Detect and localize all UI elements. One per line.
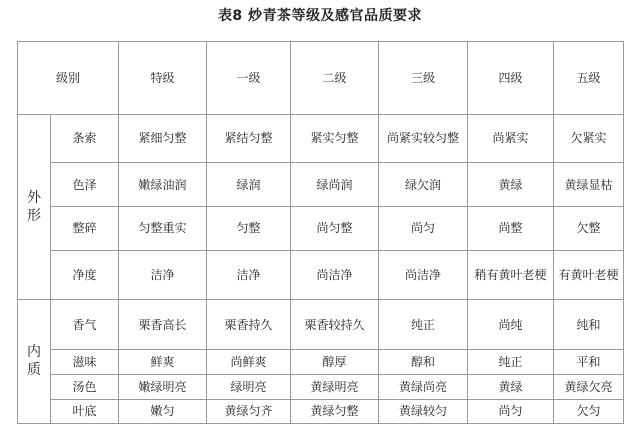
value-cell: 绿欠润 (379, 162, 468, 206)
value-cell: 纯正 (379, 299, 468, 349)
value-cell: 尚匀 (468, 399, 554, 423)
value-cell: 黄绿明亮 (291, 374, 379, 399)
value-cell: 平和 (554, 350, 624, 374)
table-row (18, 114, 624, 162)
value-cell: 黄绿尚亮 (379, 374, 468, 399)
value-cell: 紧结匀整 (207, 114, 291, 162)
value-cell: 绿明亮 (207, 374, 291, 399)
value-cell: 尚整 (468, 207, 554, 250)
value-cell: 洁净 (119, 250, 207, 299)
value-cell: 栗香较持久 (291, 299, 379, 349)
factor-cell: 香气 (51, 299, 119, 349)
value-cell: 黄绿较匀 (379, 399, 468, 423)
value-cell: 有黄叶老梗 (554, 250, 624, 299)
table-row (18, 350, 624, 374)
table-row (18, 399, 624, 423)
value-cell: 匀整重实 (119, 207, 207, 250)
value-cell: 嫩绿明亮 (119, 374, 207, 399)
value-cell: 鲜爽 (119, 350, 207, 374)
value-cell: 黄绿 (468, 374, 554, 399)
value-cell: 尚纯 (468, 299, 554, 349)
value-cell: 黄绿匀整 (291, 399, 379, 423)
value-cell: 栗香高长 (119, 299, 207, 349)
value-cell: 嫩绿油润 (119, 162, 207, 206)
value-cell: 黄绿匀齐 (207, 399, 291, 423)
value-cell: 黄绿 (468, 162, 554, 206)
value-cell: 洁净 (207, 250, 291, 299)
header-grade: 一级 (207, 42, 291, 115)
value-cell: 紧细匀整 (119, 114, 207, 162)
factor-cell: 净度 (51, 250, 119, 299)
header-grade: 三级 (379, 42, 468, 115)
section-label-quality: 内质 (18, 299, 51, 423)
value-cell: 黄绿显枯 (554, 162, 624, 206)
value-cell: 稍有黄叶老梗 (468, 250, 554, 299)
header-category: 级别 (18, 42, 119, 115)
value-cell: 欠匀 (554, 399, 624, 423)
section-label-appearance: 外形 (18, 114, 51, 299)
value-cell: 纯正 (468, 350, 554, 374)
value-cell: 醇和 (379, 350, 468, 374)
factor-cell: 色泽 (51, 162, 119, 206)
value-cell: 栗香持久 (207, 299, 291, 349)
factor-cell: 整碎 (51, 207, 119, 250)
factor-cell: 叶底 (51, 399, 119, 423)
value-cell: 尚鲜爽 (207, 350, 291, 374)
value-cell: 欠整 (554, 207, 624, 250)
grade-table (17, 41, 624, 424)
value-cell: 匀整 (207, 207, 291, 250)
value-cell: 欠紧实 (554, 114, 624, 162)
table-row (18, 299, 624, 349)
factor-cell: 条索 (51, 114, 119, 162)
header-grade: 五级 (554, 42, 624, 115)
table-title: 表8 炒青茶等级及感官品质要求 (217, 8, 423, 24)
table-row (18, 162, 624, 206)
table-row (18, 374, 624, 399)
value-cell: 醇厚 (291, 350, 379, 374)
value-cell: 绿润 (207, 162, 291, 206)
value-cell: 黄绿欠亮 (554, 374, 624, 399)
value-cell: 尚洁净 (291, 250, 379, 299)
factor-cell: 汤色 (51, 374, 119, 399)
header-grade: 特级 (119, 42, 207, 115)
value-cell: 尚紧实较匀整 (379, 114, 468, 162)
factor-cell: 滋味 (51, 350, 119, 374)
value-cell: 嫩匀 (119, 399, 207, 423)
table-row (18, 207, 624, 250)
value-cell: 尚匀 (379, 207, 468, 250)
value-cell: 纯和 (554, 299, 624, 349)
table-row (18, 250, 624, 299)
value-cell: 尚洁净 (379, 250, 468, 299)
value-cell: 紧实匀整 (291, 114, 379, 162)
value-cell: 绿尚润 (291, 162, 379, 206)
value-cell: 尚紧实 (468, 114, 554, 162)
value-cell: 尚匀整 (291, 207, 379, 250)
header-grade: 二级 (291, 42, 379, 115)
header-grade: 四级 (468, 42, 554, 115)
header-row (18, 42, 624, 115)
